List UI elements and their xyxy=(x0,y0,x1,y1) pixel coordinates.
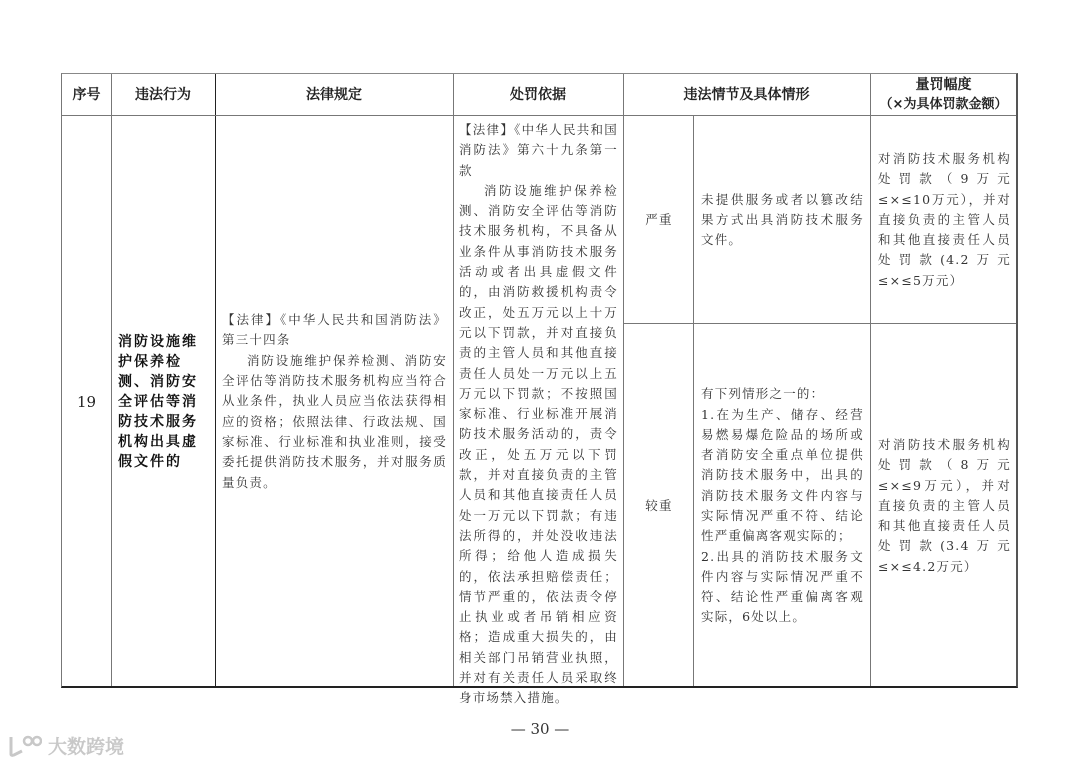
penalty-serious-cell xyxy=(872,116,1017,324)
header-penalty-range xyxy=(870,74,1017,116)
watermark-text: 大数跨境 xyxy=(48,736,125,758)
header-behavior: 违法行为 xyxy=(135,86,191,103)
level-serious: 严重 xyxy=(645,211,673,227)
header-basis: 处罚依据 xyxy=(510,86,566,103)
situation-relatively-serious-cell xyxy=(696,325,869,687)
row-behavior-cell xyxy=(114,116,214,687)
basis-title: 【法律】《中华人民共和国消防法》第六十九条第一款 xyxy=(459,122,618,178)
situation-relatively-serious xyxy=(701,384,864,628)
penalty-table xyxy=(61,73,1018,706)
col-divider xyxy=(693,116,694,686)
situation-intro: 有下列情形之一的： xyxy=(701,386,825,402)
header-law: 法律规定 xyxy=(306,86,362,103)
situation-item-2: 2.出具的消防技术服务文件内容与实际情况严重不符、结论性严重偏离客观实际，6处以上。 xyxy=(701,548,864,625)
situation-serious: 未提供服务或者以篡改结果方式出具消防技术服务文件。 xyxy=(701,191,864,248)
header-circumstance: 违法情节及具体情形 xyxy=(683,86,810,103)
row-behavior: 消防设施维护保养检测、消防安全评估等消防技术服务机构出具虚假文件的 xyxy=(118,333,198,470)
basis-body: 消防设施维护保养检测、消防安全评估等消防技术服务机构，不具备从业条件从事消防技术服务活动或者出具虚假文件的，由消防救援机构责令改正，处五万元以上十万元以下罚款，并对直接负责的主管人员和其他直接责任人员处一万元以上五万元以下罚款；不按照国家标准、行业标准开展消防技术服务活动的，责令改正，处五万元以下罚款，并对直接负责的主管人员和其他直接责任人员处一万元以下罚款；有违法所得的，并处没收违法所得；给他人造成损失的，依法承担赔偿责任；情节严重的，依法责令停止执业或者吊销相应资格；造成重大损失的，由相关部门吊销营业执照，并对有关责任人员采取终身市场禁入措施。 xyxy=(459,182,618,706)
watermark-logo-icon xyxy=(8,734,42,758)
law-body: 消防设施维护保养检测、消防安全评估等消防技术服务机构应当符合从业条件，执业人员应当依法获得相应的资格；依照法律、行政法规、国家标准、行业标准和执业准则，接受委托提供消防技术服务，并对服务质量负责。 xyxy=(222,352,447,490)
header-range-line1: 量罚幅度 xyxy=(915,77,972,93)
row-law-cell xyxy=(218,116,452,687)
col-divider xyxy=(870,74,871,686)
header-seq: 序号 xyxy=(72,86,101,103)
law-text xyxy=(222,310,447,493)
penalty-relatively-serious: 对消防技术服务机构处罚款（8万元≤×≤9万元），并对直接负责的主管人员和其他直接责任人员处罚款(3.4万元≤×≤4.2万元） xyxy=(878,436,1011,574)
law-title: 【法律】《中华人民共和国消防法》第三十四条 xyxy=(222,312,447,348)
situation-serious-cell xyxy=(696,116,869,324)
col-divider xyxy=(623,74,624,686)
col-divider xyxy=(453,74,454,686)
header-range-line2: （×为具体罚款金额） xyxy=(879,97,1008,112)
row-seq: 19 xyxy=(76,392,97,411)
col-divider xyxy=(215,74,216,686)
basis-text xyxy=(459,120,618,709)
watermark xyxy=(8,732,124,759)
col-divider xyxy=(111,74,112,686)
penalty-relatively-serious-cell xyxy=(872,325,1017,687)
situation-item-1: 1.在为生产、储存、经营易燃易爆危险品的场所或者消防安全重点单位提供消防技术服务中，出具的消防技术服务文件内容与实际情况严重不符、结论性严重偏离客观实际的； xyxy=(701,406,864,544)
row-basis-cell xyxy=(456,116,622,706)
level-relatively-serious: 较重 xyxy=(645,497,673,513)
penalty-serious: 对消防技术服务机构处罚款（9万元≤×≤10万元），并对直接负责的主管人员和其他直接责任人员处罚款(4.2万元≤×≤5万元） xyxy=(878,150,1011,288)
page-number: — 30 — xyxy=(510,720,570,738)
